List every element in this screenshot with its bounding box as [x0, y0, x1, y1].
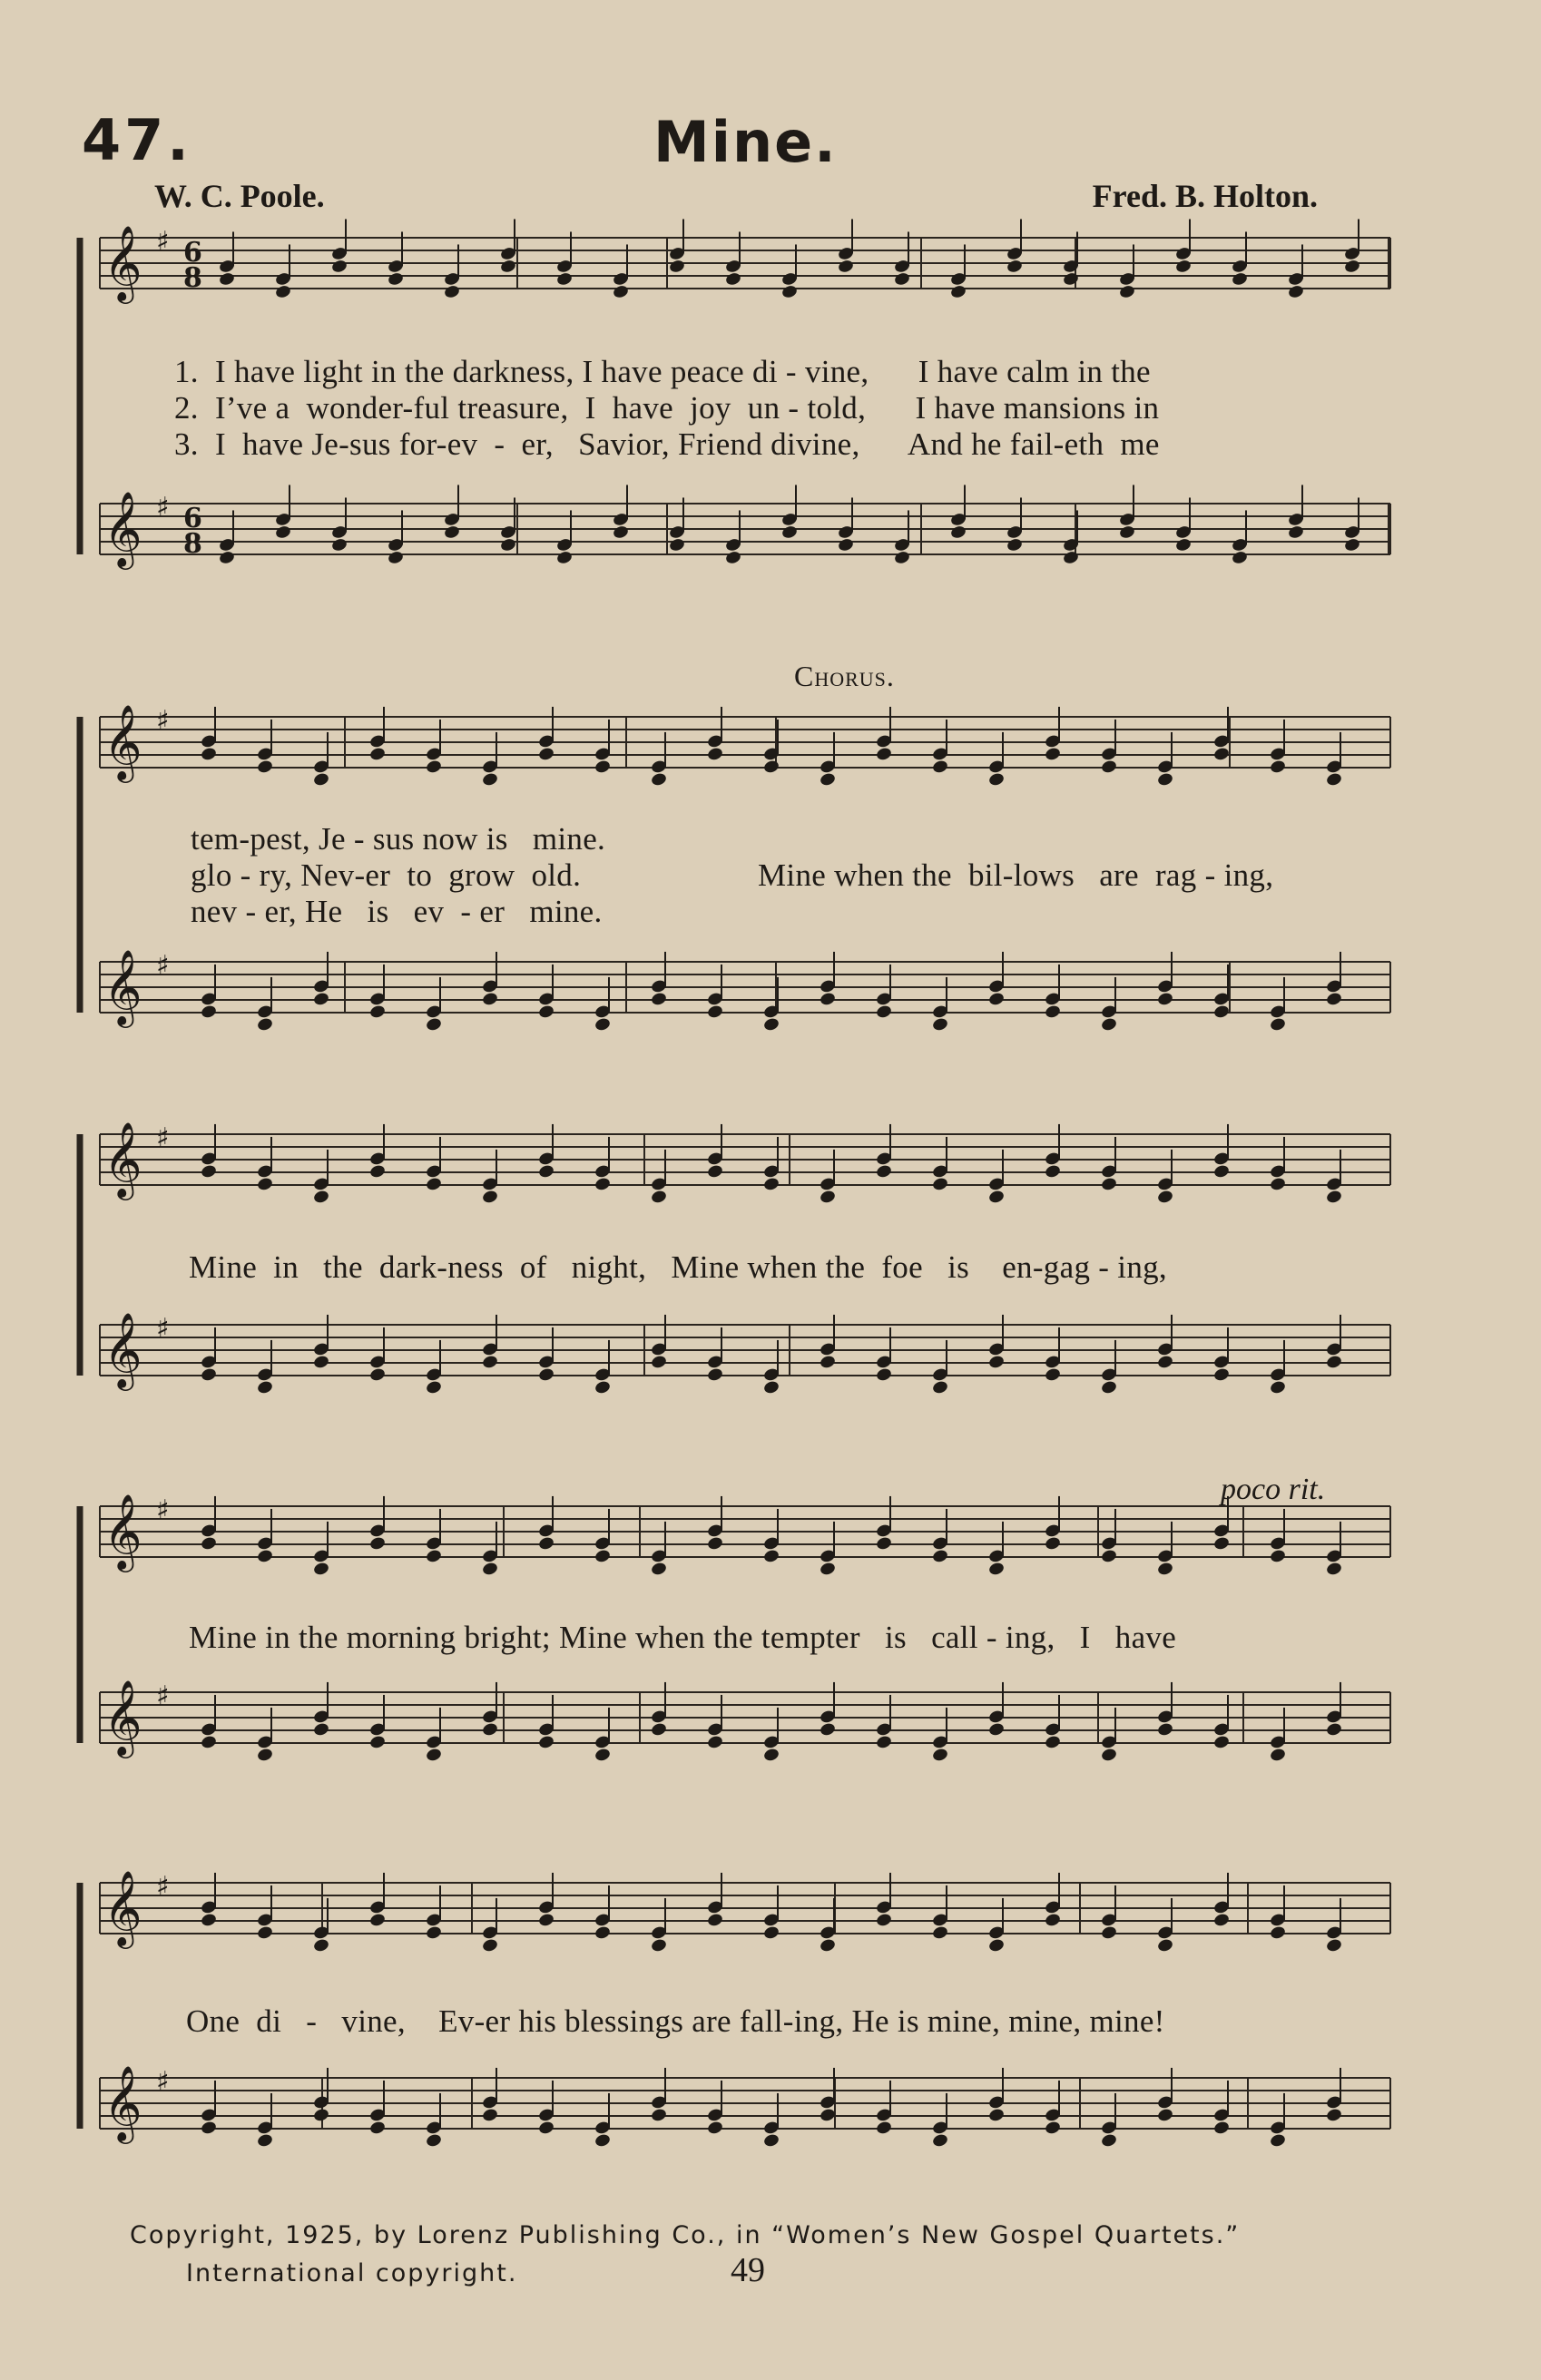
svg-text:6: 6 — [183, 237, 202, 269]
svg-text:𝄞: 𝄞 — [103, 703, 142, 779]
svg-text:♯: ♯ — [156, 1122, 170, 1154]
verse-line-2: 2. I’ve a wonder-ful treasure, I have joy un - told, I have mansions in — [174, 390, 1160, 426]
svg-text:♯: ♯ — [156, 950, 170, 982]
svg-text:𝄞: 𝄞 — [103, 1121, 142, 1197]
chorus-line-4: One di - vine, Ev-er his blessings are fall-ing, He is mine, mine, mine! — [186, 2003, 1165, 2039]
svg-text:𝄞: 𝄞 — [103, 1311, 142, 1387]
svg-text:6: 6 — [183, 503, 202, 534]
svg-text:𝄞: 𝄞 — [103, 1679, 142, 1755]
international-copyright: International copyright. — [186, 2259, 518, 2287]
svg-text:♯: ♯ — [156, 1313, 170, 1345]
chorus-line-3: Mine in the morning bright; Mine when the tempter is call - ing, I have — [189, 1620, 1177, 1655]
svg-text:♯: ♯ — [156, 492, 170, 524]
svg-text:𝄞: 𝄞 — [103, 948, 142, 1024]
svg-text:♯: ♯ — [156, 226, 170, 258]
page-number: 49 — [731, 2251, 765, 2289]
tempo-mark: poco rit. — [1221, 1473, 1326, 1506]
svg-text:♯: ♯ — [156, 1494, 170, 1526]
svg-text:𝄞: 𝄞 — [103, 1869, 142, 1945]
svg-text:𝄞: 𝄞 — [103, 1493, 142, 1569]
chorus-line-2: Mine in the dark-ness of night, Mine when the foe is en-gag - ing, — [189, 1249, 1167, 1285]
svg-text:♯: ♯ — [156, 1680, 170, 1712]
svg-text:𝄞: 𝄞 — [103, 2064, 142, 2140]
chorus-line-1: Mine when the bil-lows are rag - ing, — [758, 857, 1274, 893]
composer-credit: Fred. B. Holton. — [1092, 178, 1318, 214]
svg-text:𝄞: 𝄞 — [103, 224, 142, 300]
author-credit: W. C. Poole. — [154, 178, 325, 214]
svg-text:♯: ♯ — [156, 705, 170, 737]
copyright-notice: Copyright, 1925, by Lorenz Publishing Co., in “Women’s New Gospel Quartets.” — [130, 2221, 1241, 2249]
verse-ending-2: glo - ry, Nev-er to grow old. — [191, 857, 582, 893]
svg-text:8: 8 — [183, 528, 202, 560]
hymn-number: 47. — [82, 107, 192, 173]
hymn-title: Mine. — [653, 109, 838, 175]
svg-text:♯: ♯ — [156, 1871, 170, 1903]
note-heads — [200, 219, 1360, 2148]
svg-text:♯: ♯ — [156, 2066, 170, 2098]
verse-line-3: 3. I have Je-sus for-ev - er, Savior, Friend divine, And he fail-eth me — [174, 426, 1160, 462]
chorus-label: Chorus. — [794, 660, 895, 692]
verse-line-1: 1. I have light in the darkness, I have peace di - vine, I have calm in the — [174, 354, 1151, 389]
verse-ending-3: nev - er, He is ev - er mine. — [191, 894, 603, 929]
svg-text:𝄞: 𝄞 — [103, 490, 142, 566]
verse-ending-1: tem-pest, Je - sus now is mine. — [191, 821, 606, 857]
svg-text:8: 8 — [183, 262, 202, 294]
